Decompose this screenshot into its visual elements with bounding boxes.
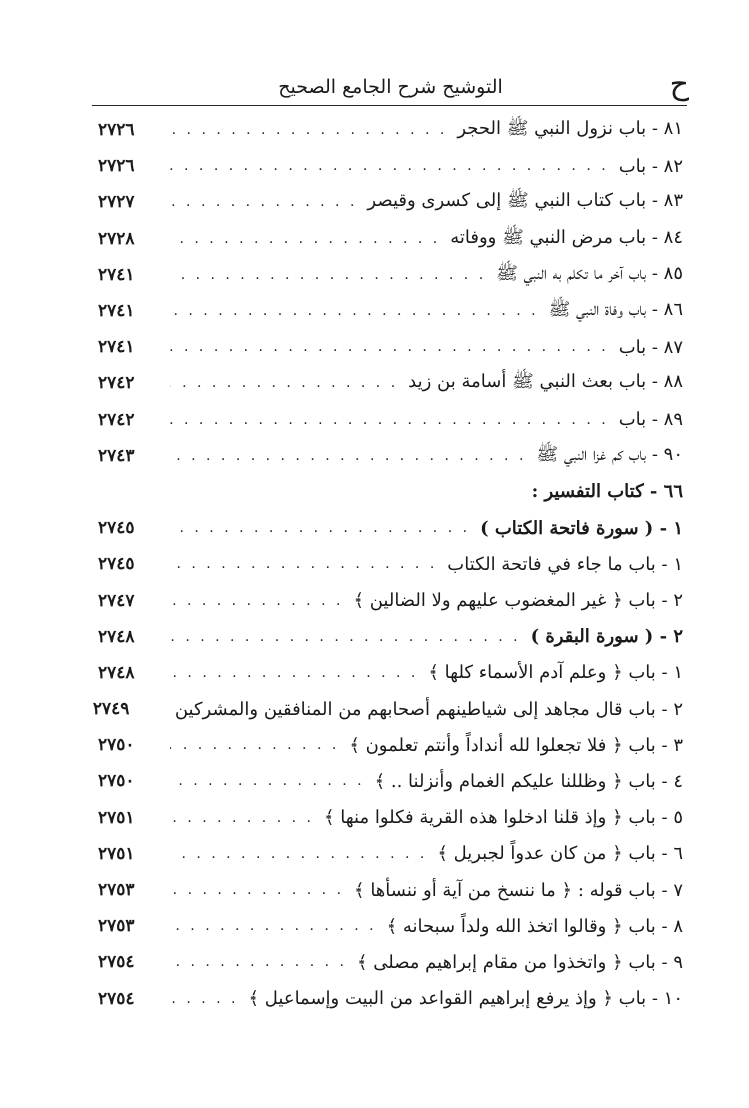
toc-entry-84 xyxy=(98,221,683,257)
dot-leader xyxy=(170,629,521,645)
dot-leader xyxy=(170,918,377,934)
entry-title: ٨٥ - باب آخر ما تكلم به النبي ﷺ xyxy=(496,262,683,284)
header-rule xyxy=(92,105,687,106)
toc-entry xyxy=(98,908,683,944)
toc-entry-86 xyxy=(98,293,683,329)
toc-surah-heading xyxy=(98,619,683,655)
dot-leader xyxy=(170,991,239,1007)
toc-entry-90 xyxy=(98,438,683,474)
dot-leader xyxy=(170,773,365,789)
entry-page-number: ٢٧٢٦ xyxy=(98,120,135,141)
dot-leader xyxy=(170,122,447,138)
entry-page-number: ٢٧٤٢ xyxy=(98,373,135,394)
dot-leader xyxy=(170,339,609,355)
book-heading-title: ٦٦ - كتاب التفسير : xyxy=(531,481,683,503)
dot-leader xyxy=(170,882,344,898)
entry-title: ٨ - باب ﴿ وقالوا اتخذ الله ولداً سبحانه ﴾ xyxy=(386,915,683,937)
entry-page-number: ٢٧٥١ xyxy=(98,807,135,828)
entry-title: ٤ - باب ﴿ وظللنا عليكم الغمام وأنزلنا .. ﴾ xyxy=(374,770,683,792)
entry-page-number: ٢٧٥٠ xyxy=(98,771,135,792)
entry-title: ١٠ - باب ﴿ وإذ يرفع إبراهيم القواعد من البيت وإسماعيل ﴾ xyxy=(248,988,683,1010)
dot-leader xyxy=(170,593,343,609)
toc-entry-82 xyxy=(98,148,683,184)
dot-leader xyxy=(170,267,486,283)
entry-page-number: ٢٧٤٣ xyxy=(98,445,135,466)
entry-title: ٧ - باب قوله : ﴿ ما ننسخ من آية أو ننسأها ﴾ xyxy=(354,879,683,901)
entry-title: ٥ - باب ﴿ وإذ قلنا ادخلوا هذه القرية فكلوا منها ﴾ xyxy=(323,807,683,829)
entry-title: ٨٣ - باب كتاب النبي ﷺ إلى كسرى وقيصر xyxy=(367,190,683,212)
entry-page-number: ٢٧٢٧ xyxy=(98,192,135,213)
dot-leader xyxy=(170,737,339,753)
entry-page-number: ٢٧٤١ xyxy=(98,301,135,322)
toc-surah-heading xyxy=(98,510,683,546)
entry-title: ٨١ - باب نزول النبي ﷺ الحجر xyxy=(457,118,683,140)
entry-page-number: ٢٧٤٨ xyxy=(98,626,135,647)
dot-leader xyxy=(170,375,398,391)
table-of-contents xyxy=(92,112,683,1017)
toc-entry xyxy=(98,872,683,908)
dot-leader xyxy=(170,231,440,247)
dot-leader xyxy=(170,412,609,428)
toc-entry-87 xyxy=(98,329,683,365)
page-header xyxy=(92,64,689,104)
dot-leader xyxy=(170,954,347,970)
toc-entry xyxy=(98,727,683,763)
entry-page-number: ٢٧٤٥ xyxy=(98,518,135,539)
entry-title: ٣ - باب ﴿ فلا تجعلوا لله أنداداً وأنتم تعلمون ﴾ xyxy=(349,734,683,756)
entry-title: ٨٩ - باب xyxy=(618,409,683,431)
surah-heading-title: ١ - ( سورة فاتحة الكتاب ) xyxy=(480,517,683,539)
entry-title: ٩ - باب ﴿ واتخذوا من مقام إبراهيم مصلى ﴾ xyxy=(356,951,683,973)
page-letter: ح xyxy=(669,67,689,102)
dot-leader xyxy=(170,194,357,210)
entry-page-number: ٢٧٤٥ xyxy=(98,554,135,575)
dot-leader xyxy=(170,556,437,572)
dot-leader xyxy=(170,665,418,681)
toc-entry xyxy=(98,655,683,691)
entry-page-number: ٢٧٤٩ xyxy=(92,699,130,720)
entry-title: ٢ - باب ﴿ غير المغضوب عليهم ولا الضالين ﴾ xyxy=(353,590,683,612)
dot-leader xyxy=(170,303,539,319)
toc-entry xyxy=(98,582,683,618)
running-title: التوشيح شرح الجامع الصحيح xyxy=(278,76,503,98)
entry-page-number: ٢٧٥٠ xyxy=(98,735,135,756)
dot-leader xyxy=(170,846,427,862)
toc-entry xyxy=(98,981,683,1017)
entry-page-number: ٢٧٥٤ xyxy=(98,988,135,1009)
entry-page-number: ٢٧٤٢ xyxy=(98,409,135,430)
toc-entry xyxy=(92,691,683,727)
entry-title: ٢ - باب قال مجاهد إلى شياطينهم أصحابهم من المنافقين والمشركين xyxy=(174,698,683,720)
entry-title: ٨٦ - باب وفاة النبي ﷺ xyxy=(548,299,683,321)
toc-entry-83 xyxy=(98,184,683,220)
dot-leader xyxy=(170,448,526,464)
toc-book-heading xyxy=(98,474,683,510)
entry-title: ٨٢ - باب xyxy=(618,155,683,177)
entry-page-number: ٢٧٥٣ xyxy=(98,916,135,937)
toc-entry-89 xyxy=(98,402,683,438)
entry-page-number: ٢٧٢٦ xyxy=(98,156,135,177)
toc-entry-81 xyxy=(98,112,683,148)
entry-page-number: ٢٧٢٨ xyxy=(98,228,135,249)
toc-entry xyxy=(98,836,683,872)
dot-leader xyxy=(170,520,470,536)
entry-page-number: ٢٧٤٨ xyxy=(98,662,135,683)
entry-title: ٨٤ - باب مرض النبي ﷺ ووفاته xyxy=(450,226,683,248)
entry-title: ١ - باب ﴿ وعلم آدم الأسماء كلها ﴾ xyxy=(428,662,683,684)
entry-title: ٨٨ - باب بعث النبي ﷺ أسامة بن زيد xyxy=(408,371,683,393)
toc-entry-88 xyxy=(98,365,683,401)
entry-title: ٨٧ - باب xyxy=(618,336,683,358)
surah-heading-title: ٢ - ( سورة البقرة ) xyxy=(530,626,683,648)
entry-title: ٩٠ - باب كم غزا النبي ﷺ xyxy=(536,443,683,465)
toc-entry xyxy=(98,763,683,799)
toc-entry xyxy=(98,800,683,836)
entry-page-number: ٢٧٤٧ xyxy=(98,590,135,611)
entry-title: ٦ - باب ﴿ من كان عدواً لجبريل ﴾ xyxy=(437,843,683,865)
dot-leader xyxy=(170,810,314,826)
toc-entry-85 xyxy=(98,257,683,293)
toc-entry xyxy=(98,944,683,980)
entry-title: ١ - باب ما جاء في فاتحة الكتاب xyxy=(447,553,683,575)
entry-page-number: ٢٧٥٣ xyxy=(98,880,135,901)
entry-page-number: ٢٧٤١ xyxy=(98,264,135,285)
dot-leader xyxy=(170,158,609,174)
entry-page-number: ٢٧٤١ xyxy=(98,337,135,358)
toc-entry xyxy=(98,546,683,582)
entry-page-number: ٢٧٥٤ xyxy=(98,952,135,973)
entry-page-number: ٢٧٥١ xyxy=(98,843,135,864)
